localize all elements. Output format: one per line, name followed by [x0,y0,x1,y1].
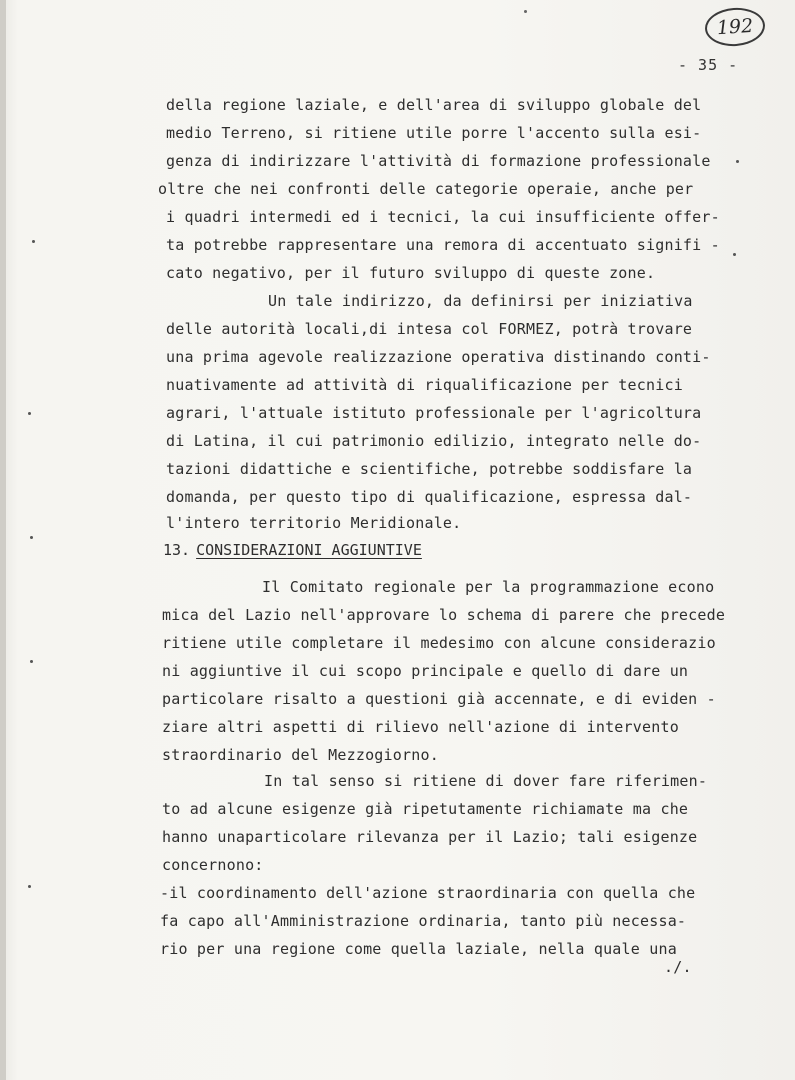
text-line: hanno unaparticolare rilevanza per il Lazio; tali esigenze [162,828,698,846]
text-line: ritiene utile completare il medesimo con alcune considerazio [162,634,716,652]
scan-speck [524,10,527,13]
text-line: domanda, per questo tipo di qualificazione, espressa dal- [166,488,693,506]
text-line: concernono: [162,856,264,874]
list-item-line: rio per una regione come quella laziale, nella quale una [160,940,677,958]
margin-speck [28,412,31,415]
text-line: ta potrebbe rappresentare una remora di accentuato signifi - [166,236,720,254]
text-line: to ad alcune esigenze già ripetutamente richiamate ma che [162,800,689,818]
continuation-mark: ./. [664,958,692,976]
text-line: della regione laziale, e dell'area di sviluppo globale del [166,96,702,114]
text-line: oltre che nei confronti delle categorie operaie, anche per [158,180,694,198]
text-line: tazioni didattiche e scientifiche, potrebbe soddisfare la [166,460,693,478]
text-line: una prima agevole realizzazione operativa distinando conti- [166,348,711,366]
text-line: delle autorità locali,di intesa col FORMEZ, potrà trovare [166,320,693,338]
page-number: - 35 - [678,56,739,74]
page-left-edge [0,0,6,1080]
section-number: 13. [163,541,191,559]
margin-speck [28,885,31,888]
text-line: Un tale indirizzo, da definirsi per iniziativa [268,292,693,310]
text-line: ziare altri aspetti di rilievo nell'azione di intervento [162,718,679,736]
text-line: mica del Lazio nell'approvare lo schema di parere che precede [162,606,726,624]
text-line: particolare risalto a questioni già accennate, e di eviden - [162,690,716,708]
text-line: genza di indirizzare l'attività di formazione professionale [166,152,711,170]
margin-speck [32,240,35,243]
margin-speck [736,160,739,163]
margin-speck [30,536,33,539]
list-item-line: fa capo all'Amministrazione ordinaria, tanto più necessa- [160,912,687,930]
text-line: Il Comitato regionale per la programmazione econo [262,578,715,596]
text-line: In tal senso si ritiene di dover fare riferimen- [264,772,708,790]
text-line: cato negativo, per il futuro sviluppo di queste zone. [166,264,656,282]
text-line: straordinario del Mezzogiorno. [162,746,439,764]
text-line: nuativamente ad attività di riqualificazione per tecnici [166,376,683,394]
section-title: CONSIDERAZIONI AGGIUNTIVE [196,541,422,559]
section-heading [163,541,422,559]
list-item-line: -il coordinamento dell'azione straordinaria con quella che [160,884,696,902]
text-line: di Latina, il cui patrimonio edilizio, integrato nelle do- [166,432,702,450]
text-line: i quadri intermedi ed i tecnici, la cui insufficiente offer- [166,208,720,226]
margin-speck [30,660,33,663]
margin-speck [733,253,736,256]
text-line: l'intero territorio Meridionale. [166,514,462,532]
text-line: ni aggiuntive il cui scopo principale e quello di dare un [162,662,689,680]
text-line: agrari, l'attuale istituto professionale per l'agricoltura [166,404,702,422]
text-line: medio Terreno, si ritiene utile porre l'accento sulla esi- [166,124,702,142]
archive-number-stamp: 192 [704,6,767,48]
